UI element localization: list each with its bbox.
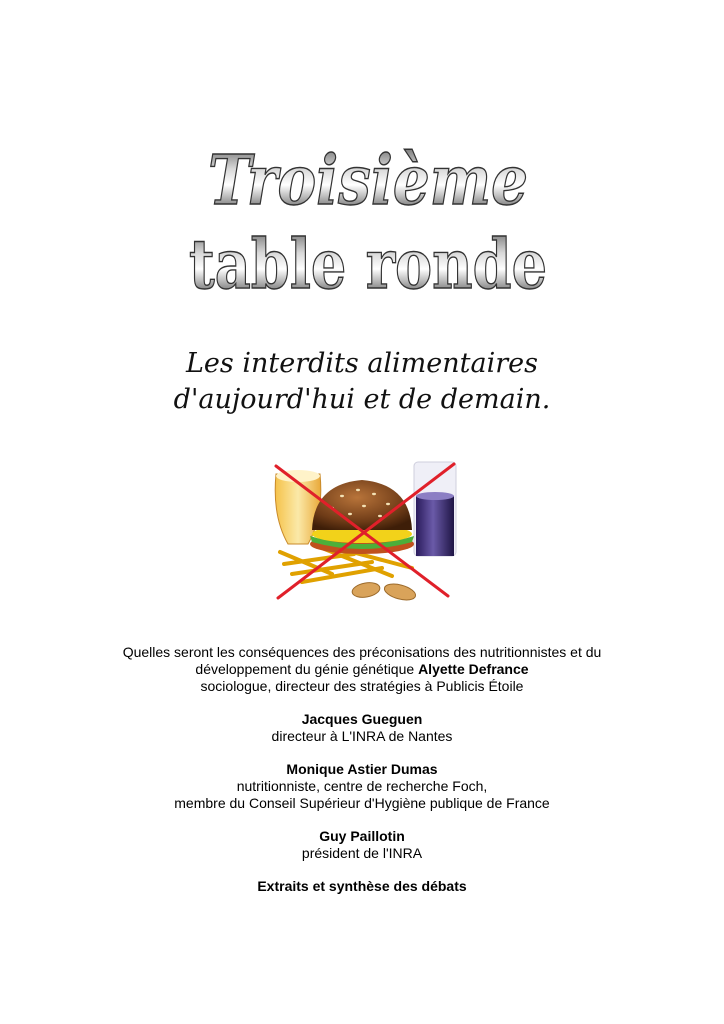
soda-glass-icon — [414, 462, 456, 556]
subtitle-line-2: d'aujourd'hui et de demain. — [173, 384, 551, 415]
speaker-name-alyette-defrance: Alyette Defrance — [418, 661, 529, 677]
subtitle — [0, 346, 724, 418]
burger-icon — [310, 480, 414, 554]
document-body — [0, 644, 724, 895]
page-title — [0, 138, 724, 308]
intro-line-3: sociologue, directeur des stratégies à Publicis Étoile — [200, 678, 524, 694]
title-line-2: table ronde — [189, 225, 547, 305]
title-line-1: Troisième — [208, 141, 528, 221]
speaker-role: nutritionniste, centre de recherche Foch, — [236, 778, 488, 794]
title-wordart — [0, 138, 724, 308]
speaker-block — [0, 761, 724, 812]
speaker-name: Jacques Gueguen — [301, 711, 423, 727]
intro-line-1: Quelles seront les conséquences des préconisations des nutritionnistes et du — [122, 644, 602, 660]
speaker-name: Guy Paillotin — [319, 828, 405, 844]
peanuts-icon — [351, 581, 417, 603]
fast-food-crossed-out-icon — [262, 456, 472, 606]
closing-line: Extraits et synthèse des débats — [257, 878, 467, 894]
speaker-block — [0, 828, 724, 862]
speaker-role: membre du Conseil Supérieur d'Hygiène publique de France — [174, 795, 550, 811]
speaker-role: président de l'INRA — [301, 845, 423, 861]
speaker-role: directeur à L'INRA de Nantes — [271, 728, 453, 744]
subtitle-line-1: Les interdits alimentaires — [186, 348, 538, 379]
speaker-name: Monique Astier Dumas — [286, 761, 438, 777]
intro-line-2 — [0, 661, 724, 678]
intro-paragraph — [0, 644, 724, 695]
speaker-block — [0, 711, 724, 745]
intro-line-2-text: développement du génie génétique — [195, 661, 415, 677]
